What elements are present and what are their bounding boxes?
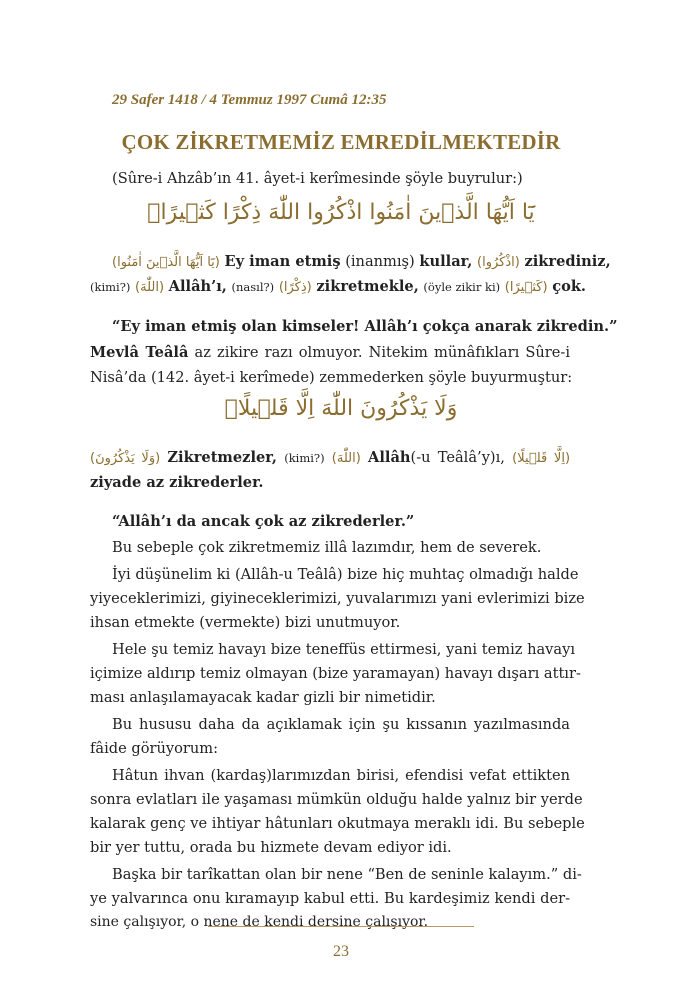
verse2-translation-line2: ziyade az zikrederler. — [90, 474, 264, 491]
verse1-arabic-word: (كَث۪يرًا) — [504, 280, 548, 295]
paragraph-text: az zikire razı olmuyor. Nitekim münâfıkları Sûre-i — [188, 344, 570, 361]
verse1-arabic-word: (يَٓا اَيُّهَا الَّذ۪ينَ اٰمَنُوا) — [112, 255, 220, 270]
verse1-translation-line2 — [90, 278, 587, 295]
paragraph-6-line4: bir yer tuttu, orada bu hizmete devam ediyor idi. — [90, 839, 452, 856]
verse2-arabic-word: (وَلَا يَذْكُرُونَ) — [90, 451, 161, 466]
paragraph-2: Bu sebeple çok zikretmemiz illâ lazımdır, hem de severek. — [112, 539, 542, 556]
paragraph-7-line1: Başka bir tarîkattan olan bir nene “Ben de seninle kalayım.” di- — [112, 866, 582, 883]
intro-line: (Sûre-i Ahzâb’ın 41. âyet-i kerîmesinde şöyle buyrulur:) — [112, 170, 523, 187]
arabic-verse-2: وَلَا يَذْكُرُونَ اللّٰهَ اِلَّا قَل۪يلًاۘ — [224, 396, 458, 421]
chapter-title: ÇOK ZİKRETMEMİZ EMREDİLMEKTEDİR — [121, 130, 561, 154]
verse1-word: Allâh’ı, — [168, 278, 227, 295]
verse2-translation-line1 — [90, 449, 570, 466]
verse1-arabic-word: (اللّٰهَ) — [135, 280, 165, 295]
verse2-meaning: “Allâh’ı da ancak çok az zikrederler.” — [112, 513, 415, 530]
verse1-word: kullar, — [419, 253, 473, 270]
verse1-arabic-word: (ذِكْرًا) — [278, 280, 312, 295]
verse1-word: (inanmış) — [345, 253, 415, 270]
verse2-word: Zikretmezler, — [167, 449, 277, 466]
verse2-word: (-u Teâlâ’y)ı, — [410, 449, 505, 466]
verse1-translation-line1 — [112, 253, 611, 270]
paragraph-4-line1: Hele şu temiz havayı bize teneffüs ettirmesi, yani temiz havayı — [112, 641, 576, 658]
page-number: 23 — [333, 943, 349, 960]
verse1-word: zikrediniz, — [524, 253, 611, 270]
paragraph-7-line2: ye yalvarınca onu kıramayıp kabul etti. Bu kardeşimiz kendi der- — [90, 890, 570, 907]
emphasis-text: Mevlâ Teâlâ — [90, 344, 189, 361]
verse1-word: çok. — [552, 278, 587, 295]
verse1-word: (öyle zikir ki) — [423, 280, 501, 294]
paragraph-5-line1: Bu hususu daha da açıklamak için şu kıssanın yazılmasında — [112, 716, 570, 733]
verse1-word: (kimi?) — [90, 280, 131, 294]
verse1-word: zikretmekle, — [316, 278, 419, 295]
verse1-word: Ey iman etmiş — [224, 253, 341, 270]
verse2-word: (kimi?) — [284, 451, 325, 465]
paragraph-7-line3: sine çalışıyor, o nene de kendi dersine çalışıyor. — [90, 914, 429, 930]
paragraph-6-line2: sonra evlatları ile yaşaması mümkün olduğu halde yalnız bir yerde — [90, 791, 583, 808]
paragraph-1-line1 — [90, 344, 570, 361]
verse2-arabic-word: (اللّٰهَ) — [331, 451, 361, 466]
paragraph-1-line2: Nisâ’da (142. âyet-i kerîmede) zemmederken şöyle buyurmuştur: — [90, 369, 573, 386]
paragraph-3-line3: ihsan etmekte (vermekte) bizi unutmuyor. — [90, 614, 401, 631]
paragraph-4-line3: ması anlaşılamayacak kadar gizli bir nimetidir. — [90, 689, 436, 706]
verse1-meaning: “Ey iman etmiş olan kimseler! Allâh’ı çokça anarak zikredin.” — [112, 318, 618, 335]
date-header: 29 Safer 1418 / 4 Temmuz 1997 Cumâ 12:35 — [112, 92, 387, 108]
footer-divider — [208, 926, 474, 927]
paragraph-6-line1: Hâtun ihvan (kardaş)larımızdan birisi, efendisi vefat ettikten — [112, 767, 570, 784]
paragraph-4-line2: içimize aldırıp temiz olmayan (bize yaramayan) havayı dışarı attır- — [90, 665, 581, 682]
paragraph-5-line2: fâide görüyorum: — [90, 740, 219, 757]
verse1-arabic-word: (اذْكُرُوا) — [477, 255, 520, 270]
paragraph-3-line2: yiyeceklerimizi, giyineceklerimizi, yuvalarımızı yani evlerimizi bize — [90, 590, 585, 607]
paragraph-3-line1: İyi düşünelim ki (Allâh-u Teâlâ) bize hiç muhtaç olmadığı halde — [112, 566, 579, 583]
verse1-word: (nasıl?) — [231, 280, 275, 294]
verse2-word: Allâh — [368, 449, 411, 466]
verse2-arabic-word: (اِلَّا قَل۪يلًا) — [512, 451, 571, 466]
arabic-verse-1: يَٓا اَيُّهَا الَّذ۪ينَ اٰمَنُوا اذْكُرُوا اللّٰهَ ذِكْرًا كَث۪يرًاۙ — [147, 200, 535, 225]
paragraph-6-line3: kalarak genç ve ihtiyar hâtunları okutmaya meraklı idi. Bu sebeple — [90, 815, 585, 832]
